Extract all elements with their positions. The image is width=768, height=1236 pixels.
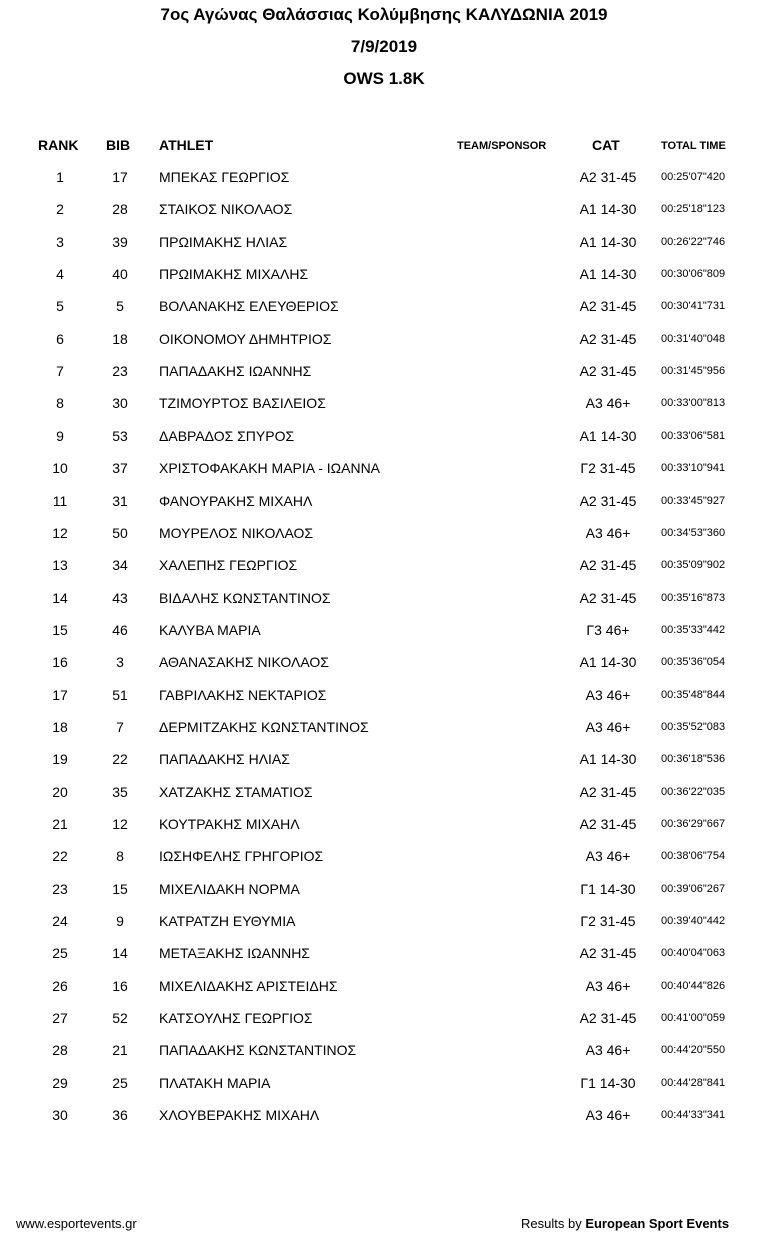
- rank-cell: 8: [56, 395, 64, 412]
- athlete-name-cell: ΜΠΕΚΑΣ ΓΕΩΡΓΙΟΣ: [159, 169, 290, 185]
- rank-cell: 28: [52, 1042, 68, 1059]
- total-time-cell: 00:35'36"054: [661, 656, 726, 669]
- total-time-cell: 00:30'41"731: [661, 300, 726, 313]
- table-row: [0, 525, 768, 545]
- category-cell: Α1 14-30: [579, 233, 637, 250]
- rank-cell: 1: [56, 169, 64, 185]
- rank-cell: 29: [52, 1074, 68, 1091]
- category-cell: Α3 46+: [585, 848, 631, 865]
- category-cell: Γ1 14-30: [580, 1074, 636, 1091]
- rank-cell: 19: [52, 751, 68, 768]
- bib-cell: 53: [112, 427, 128, 444]
- bib-cell: 3: [116, 654, 124, 671]
- total-time-cell: 00:31'45"956: [661, 365, 726, 378]
- table-row: [0, 493, 768, 513]
- bib-cell: 36: [112, 1107, 128, 1124]
- rank-cell: 13: [52, 557, 68, 574]
- athlete-name-cell: ΚΑΛΥΒΑ ΜΑΡΙΑ: [159, 621, 261, 638]
- category-cell: Α2 31-45: [579, 816, 637, 832]
- table-row: [0, 395, 768, 415]
- col-header-team: TEAM/SPONSOR: [457, 140, 547, 152]
- bib-cell: 28: [112, 201, 128, 218]
- category-cell: Α2 31-45: [579, 589, 637, 606]
- rank-cell: 26: [52, 977, 68, 994]
- table-row: [0, 1042, 768, 1062]
- rank-cell: 7: [56, 363, 64, 380]
- col-header-cat: CAT: [592, 137, 620, 153]
- footer-credits: [521, 1216, 729, 1231]
- athlete-name-cell: ΜΟΥΡΕΛΟΣ ΝΙΚΟΛΑΟΣ: [159, 524, 314, 541]
- table-row: [0, 590, 768, 610]
- footer-results-company: European Sport Events: [585, 1216, 730, 1231]
- rank-cell: 24: [52, 913, 68, 930]
- athlete-name-cell: ΠΡΩΙΜΑΚΗΣ ΗΛΙΑΣ: [159, 233, 288, 250]
- total-time-cell: 00:38'06"754: [661, 850, 726, 863]
- category-cell: Α3 46+: [585, 524, 631, 541]
- table-row: [0, 428, 768, 448]
- col-header-athlet: ATHLET: [159, 137, 214, 153]
- bib-cell: 43: [112, 589, 128, 606]
- bib-cell: 40: [112, 266, 128, 283]
- athlete-name-cell: ΔΕΡΜΙΤΖΑΚΗΣ ΚΩΝΣΤΑΝΤΙΝΟΣ: [159, 718, 369, 735]
- table-row: [0, 363, 768, 383]
- rank-cell: 17: [52, 686, 68, 703]
- total-time-cell: 00:44'28"841: [661, 1076, 726, 1089]
- table-row: [0, 298, 768, 318]
- total-time-cell: 00:35'09"902: [661, 559, 726, 572]
- category-cell: Α2 31-45: [579, 363, 637, 380]
- rank-cell: 30: [52, 1107, 68, 1124]
- category-cell: Α1 14-30: [579, 266, 637, 283]
- footer-results-prefix: Results by: [521, 1216, 586, 1231]
- category-cell: Α2 31-45: [579, 492, 637, 509]
- bib-cell: 18: [112, 330, 128, 347]
- athlete-name-cell: ΜΙΧΕΛΙΔΑΚΗΣ ΑΡΙΣΤΕΙΔΗΣ: [159, 977, 338, 994]
- athlete-name-cell: ΒΙΔΑΛΗΣ ΚΩΝΣΤΑΝΤΙΝΟΣ: [159, 589, 331, 606]
- category-cell: Α2 31-45: [579, 330, 637, 347]
- bib-cell: 25: [112, 1074, 128, 1091]
- table-row: [0, 978, 768, 998]
- bib-cell: 5: [116, 298, 124, 315]
- category-cell: Α3 46+: [585, 686, 631, 703]
- bib-cell: 23: [112, 363, 128, 380]
- rank-cell: 20: [52, 783, 68, 800]
- total-time-cell: 00:44'33"341: [661, 1109, 726, 1122]
- table-row: [0, 557, 768, 577]
- category-cell: Α1 14-30: [579, 427, 637, 444]
- total-time-cell: 00:35'16"873: [661, 591, 726, 604]
- table-row: [0, 460, 768, 480]
- table-row: [0, 848, 768, 868]
- athlete-name-cell: ΟΙΚΟΝΟΜΟΥ ΔΗΜΗΤΡΙΟΣ: [159, 330, 332, 347]
- table-row: [0, 1075, 768, 1095]
- footer-website: www.esportevents.gr: [16, 1216, 137, 1231]
- total-time-cell: 00:31'40"048: [661, 332, 726, 345]
- category-cell: Α3 46+: [585, 718, 631, 735]
- bib-cell: 22: [112, 751, 128, 768]
- bib-cell: 31: [112, 492, 128, 509]
- total-time-cell: 00:25'18"123: [661, 203, 726, 216]
- total-time-cell: 00:44'20"550: [661, 1044, 726, 1057]
- athlete-name-cell: ΠΑΠΑΔΑΚΗΣ ΚΩΝΣΤΑΝΤΙΝΟΣ: [159, 1042, 357, 1059]
- category-cell: Α3 46+: [585, 1107, 631, 1124]
- total-time-cell: 00:26'22"746: [661, 235, 726, 248]
- table-row: [0, 1010, 768, 1030]
- total-time-cell: 00:36'18"536: [661, 753, 726, 766]
- athlete-name-cell: ΚΟΥΤΡΑΚΗΣ ΜΙΧΑΗΛ: [159, 816, 300, 832]
- rank-cell: 18: [52, 718, 68, 735]
- athlete-name-cell: ΚΑΤΡΑΤΖΗ ΕΥΘΥΜΙΑ: [159, 913, 296, 930]
- bib-cell: 12: [112, 816, 128, 832]
- category-cell: Α1 14-30: [579, 751, 637, 768]
- table-row: [0, 687, 768, 707]
- athlete-name-cell: ΑΘΑΝΑΣΑΚΗΣ ΝΙΚΟΛΑΟΣ: [159, 654, 329, 671]
- athlete-name-cell: ΜΙΧΕΛΙΔΑΚΗ ΝΟΡΜΑ: [159, 880, 300, 897]
- bib-cell: 39: [112, 233, 128, 250]
- athlete-name-cell: ΓΑΒΡΙΛΑΚΗΣ ΝΕΚΤΑΡΙΟΣ: [159, 686, 327, 703]
- rank-cell: 10: [52, 460, 68, 477]
- table-row: [0, 881, 768, 901]
- category-cell: Α3 46+: [585, 395, 631, 412]
- col-header-total-time: TOTAL TIME: [661, 140, 726, 152]
- rank-cell: 5: [56, 298, 64, 315]
- rank-cell: 15: [52, 621, 68, 638]
- athlete-name-cell: ΧΡΙΣΤΟΦΑΚΑΚΗ ΜΑΡΙΑ - ΙΩΑΝΝΑ: [159, 460, 381, 477]
- rank-cell: 12: [52, 524, 68, 541]
- table-row: [0, 1107, 768, 1127]
- athlete-name-cell: ΠΑΠΑΔΑΚΗΣ ΙΩΑΝΝΗΣ: [159, 363, 312, 380]
- bib-cell: 52: [112, 1010, 128, 1027]
- athlete-name-cell: ΧΑΤΖΑΚΗΣ ΣΤΑΜΑΤΙΟΣ: [159, 783, 313, 800]
- athlete-name-cell: ΠΑΠΑΔΑΚΗΣ ΗΛΙΑΣ: [159, 751, 290, 768]
- bib-cell: 14: [112, 945, 128, 962]
- athlete-name-cell: ΒΟΛΑΝΑΚΗΣ ΕΛΕΥΘΕΡΙΟΣ: [159, 298, 339, 315]
- bib-cell: 37: [112, 460, 128, 477]
- page-title: 7ος Αγώνας Θαλάσσιας Κολύμβησης ΚΑΛΥΔΩΝΙΑ 2019: [160, 5, 608, 24]
- rank-cell: 3: [56, 233, 64, 250]
- rank-cell: 21: [52, 816, 68, 832]
- athlete-name-cell: ΜΕΤΑΞΑΚΗΣ ΙΩΑΝΝΗΣ: [159, 945, 310, 962]
- total-time-cell: 00:25'07"420: [661, 171, 726, 183]
- rank-cell: 25: [52, 945, 68, 962]
- category-cell: Α2 31-45: [579, 945, 637, 962]
- athlete-name-cell: ΧΛΟΥΒΕΡΑΚΗΣ ΜΙΧΑΗΛ: [159, 1107, 320, 1124]
- rank-cell: 4: [56, 266, 64, 283]
- table-row: [0, 234, 768, 254]
- bib-cell: 8: [116, 848, 124, 865]
- race-name: OWS 1.8K: [343, 69, 425, 88]
- bib-cell: 9: [116, 913, 124, 930]
- bib-cell: 16: [112, 977, 128, 994]
- bib-cell: 30: [112, 395, 128, 412]
- rank-cell: 14: [52, 589, 68, 606]
- category-cell: Α2 31-45: [579, 298, 637, 315]
- table-row: [0, 945, 768, 965]
- total-time-cell: 00:39'40"442: [661, 915, 726, 928]
- category-cell: Α2 31-45: [579, 1010, 637, 1027]
- total-time-cell: 00:33'00"813: [661, 397, 726, 410]
- rank-cell: 16: [52, 654, 68, 671]
- rank-cell: 27: [52, 1010, 68, 1027]
- bib-cell: 51: [112, 686, 128, 703]
- category-cell: Α3 46+: [585, 977, 631, 994]
- total-time-cell: 00:40'44"826: [661, 979, 726, 992]
- category-cell: Α3 46+: [585, 1042, 631, 1059]
- rank-cell: 23: [52, 880, 68, 897]
- category-cell: Α2 31-45: [579, 783, 637, 800]
- table-row: [0, 719, 768, 739]
- bib-cell: 34: [112, 557, 128, 574]
- rank-cell: 11: [52, 492, 68, 509]
- table-row: [0, 266, 768, 286]
- category-cell: Α1 14-30: [579, 654, 637, 671]
- athlete-name-cell: ΤΖΙΜΟΥΡΤΟΣ ΒΑΣΙΛΕΙΟΣ: [159, 395, 326, 412]
- table-row: [0, 816, 768, 836]
- table-row: [0, 622, 768, 642]
- athlete-name-cell: ΣΤΑΙΚΟΣ ΝΙΚΟΛΑΟΣ: [159, 201, 293, 218]
- total-time-cell: 00:30'06"809: [661, 268, 726, 281]
- total-time-cell: 00:39'06"267: [661, 882, 726, 895]
- total-time-cell: 00:34'53"360: [661, 526, 726, 539]
- category-cell: Γ2 31-45: [580, 460, 636, 477]
- table-row: [0, 331, 768, 351]
- bib-cell: 50: [112, 524, 128, 541]
- bib-cell: 17: [112, 169, 128, 185]
- category-cell: Γ1 14-30: [580, 880, 636, 897]
- rank-cell: 9: [56, 427, 64, 444]
- athlete-name-cell: ΠΡΩΙΜΑΚΗΣ ΜΙΧΑΛΗΣ: [159, 266, 309, 283]
- category-cell: Γ2 31-45: [580, 913, 636, 930]
- athlete-name-cell: ΔΑΒΡΑΔΟΣ ΣΠΥΡΟΣ: [159, 427, 295, 444]
- table-row: [0, 169, 768, 189]
- rank-cell: 6: [56, 330, 64, 347]
- athlete-name-cell: ΚΑΤΣΟΥΛΗΣ ΓΕΩΡΓΙΟΣ: [159, 1010, 313, 1027]
- total-time-cell: 00:33'45"927: [661, 494, 726, 507]
- athlete-name-cell: ΧΑΛΕΠΗΣ ΓΕΩΡΓΙΟΣ: [159, 557, 298, 574]
- category-cell: Α1 14-30: [579, 201, 637, 218]
- bib-cell: 46: [112, 621, 128, 638]
- athlete-name-cell: ΙΩΣΗΦΕΛΗΣ ΓΡΗΓΟΡΙΟΣ: [159, 848, 324, 865]
- athlete-name-cell: ΦΑΝΟΥΡΑΚΗΣ ΜΙΧΑΗΛ: [159, 492, 313, 509]
- total-time-cell: 00:36'22"035: [661, 785, 726, 798]
- rank-cell: 2: [56, 201, 64, 218]
- category-cell: Γ3 46+: [586, 621, 630, 638]
- bib-cell: 7: [116, 718, 124, 735]
- event-date: 7/9/2019: [350, 37, 418, 56]
- total-time-cell: 00:36'29"667: [661, 818, 726, 830]
- bib-cell: 15: [112, 880, 128, 897]
- category-cell: Α2 31-45: [579, 557, 637, 574]
- table-row: [0, 751, 768, 771]
- total-time-cell: 00:35'33"442: [661, 623, 726, 636]
- col-header-rank: RANK: [38, 137, 79, 153]
- col-header-bib: BIB: [106, 137, 131, 153]
- athlete-name-cell: ΠΛΑΤΑΚΗ ΜΑΡΙΑ: [159, 1074, 271, 1091]
- category-cell: Α2 31-45: [579, 169, 637, 185]
- table-row: [0, 201, 768, 221]
- total-time-cell: 00:41'00"059: [661, 1012, 726, 1025]
- total-time-cell: 00:35'48"844: [661, 688, 726, 701]
- total-time-cell: 00:33'10"941: [661, 462, 726, 475]
- total-time-cell: 00:35'52"083: [661, 720, 726, 733]
- table-row: [0, 784, 768, 804]
- bib-cell: 35: [112, 783, 128, 800]
- total-time-cell: 00:40'04"063: [661, 947, 726, 960]
- table-row: [0, 654, 768, 674]
- total-time-cell: 00:33'06"581: [661, 429, 726, 442]
- rank-cell: 22: [52, 848, 68, 865]
- table-row: [0, 913, 768, 933]
- bib-cell: 21: [112, 1042, 128, 1059]
